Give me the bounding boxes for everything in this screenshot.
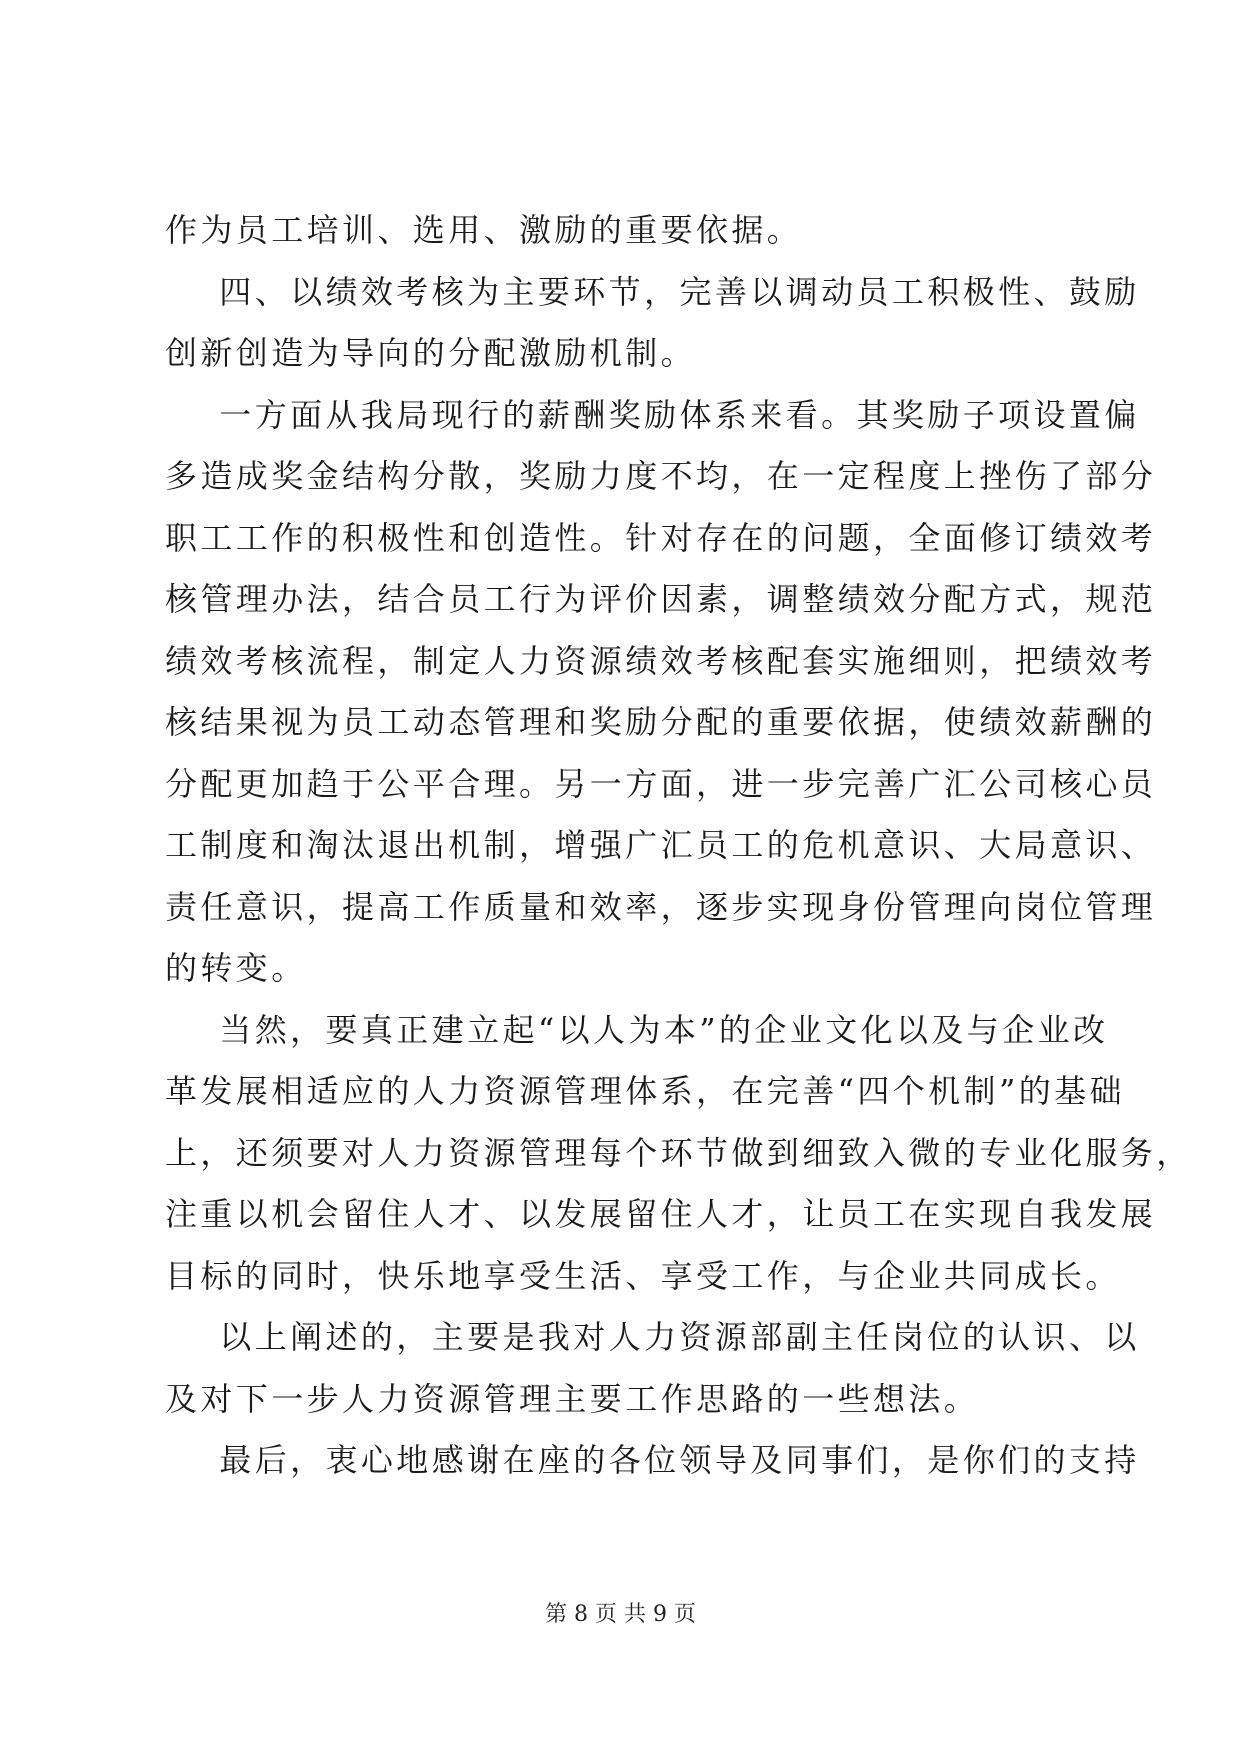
text-line: 创新创造为导向的分配激励机制。 [165,334,697,372]
text-line: 核结果视为员工动态管理和奖励分配的重要依据，使绩效薪酬的 [165,703,1157,741]
text-line: 最后，衷心地感谢在座的各位领导及同事们，是你们的支持 [165,1441,1140,1479]
text-line: 以上阐述的，主要是我对人力资源部副主任岗位的认识、以 [165,1318,1140,1356]
text-line: 革发展相适应的人力资源管理体系，在完善“四个机制”的基础 [165,1072,1125,1110]
text-line: 分配更加趋于公平合理。另一方面，进一步完善广汇公司核心员 [165,764,1157,803]
text-line: 目标的同时，快乐地享受生活、享受工作，与企业共同成长。 [165,1256,1121,1295]
text-line: 及对下一步人力资源管理主要工作思路的一些想法。 [165,1379,980,1418]
page-number: 第 8 页 共 9 页 [545,1602,696,1627]
text-line: 注重以机会留住人才、以发展留住人才，让员工在实现自我发展 [165,1195,1157,1233]
text-line: 绩效考核流程，制定人力资源绩效考核配套实施细则，把绩效考 [165,641,1157,680]
text-line: 作为员工培训、选用、激励的重要依据。 [165,211,803,249]
text-line: 核管理办法，结合员工行为评价因素，调整绩效分配方式，规范 [165,580,1157,618]
text-line: 一方面从我局现行的薪酬奖励体系来看。其奖励子项设置偏 [165,395,1140,434]
text-line: 职工工作的积极性和创造性。针对存在的问题，全面修订绩效考 [165,518,1157,557]
text-line: 四、以绩效考核为主要环节，完善以调动员工积极性、鼓励 [165,272,1140,311]
text-line: 上，还须要对人力资源管理每个环节做到细致入微的专业化服务， [165,1133,1192,1172]
text-line: 责任意识，提高工作质量和效率，逐步实现身份管理向岗位管理 [165,887,1157,926]
text-line: 当然，要真正建立起“以人为本”的企业文化以及与企业改 [165,1010,1109,1049]
page-footer [0,1600,1241,1630]
body-text [165,200,1192,1492]
text-line: 的转变。 [165,949,307,987]
text-line: 多造成奖金结构分散，奖励力度不均，在一定程度上挫伤了部分 [165,457,1157,495]
text-line: 工制度和淘汰退出机制，增强广汇员工的危机意识、大局意识、 [165,826,1157,864]
